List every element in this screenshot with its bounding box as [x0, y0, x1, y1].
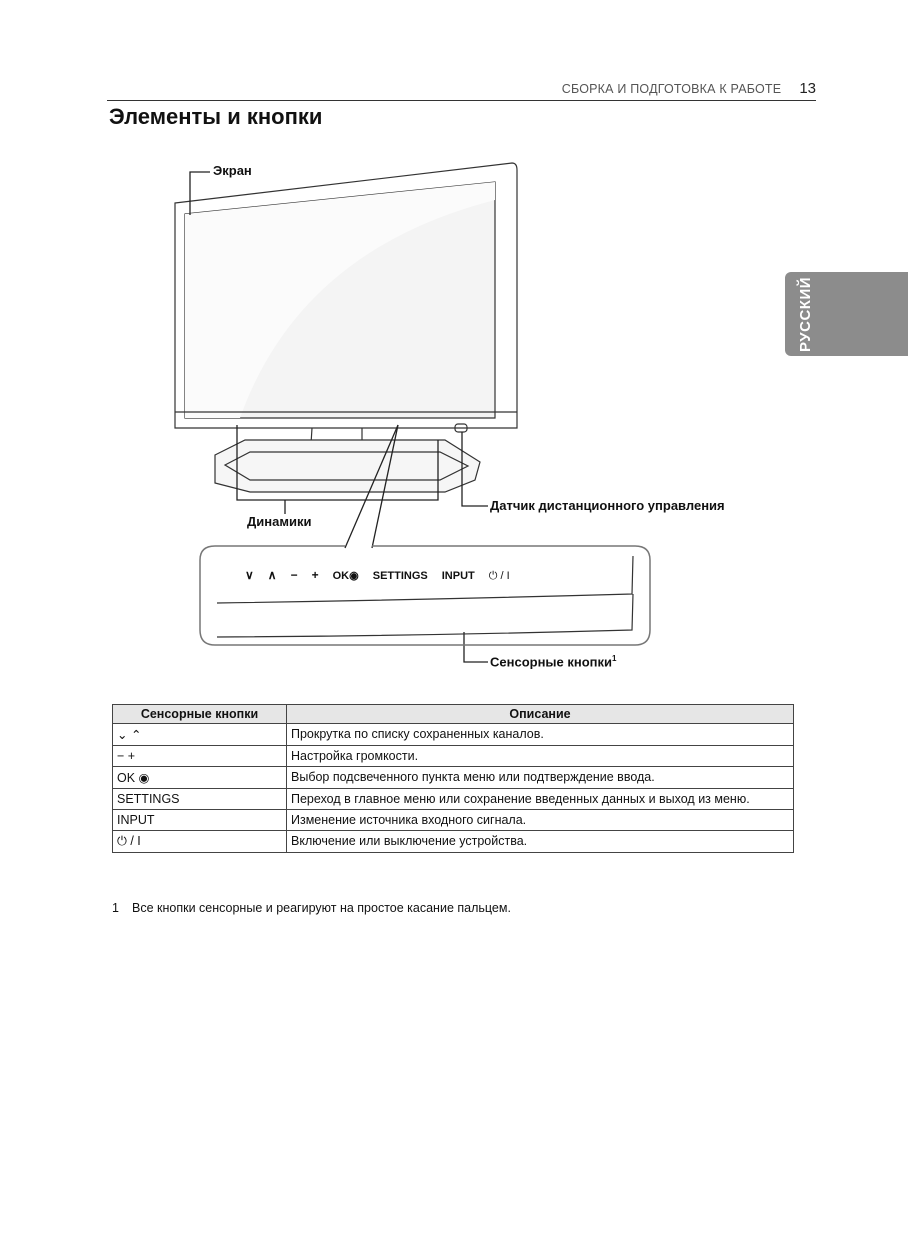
- footnote-text: Все кнопки сенсорные и реагируют на простое касание пальцем.: [132, 901, 511, 915]
- description-cell: Выбор подсвеченного пункта меню или подтверждение ввода.: [287, 767, 794, 789]
- button-cell: OK ◉: [113, 767, 287, 789]
- description-cell: Изменение источника входного сигнала.: [287, 810, 794, 831]
- table-row: [113, 810, 794, 831]
- column-header: Сенсорные кнопки: [113, 705, 287, 724]
- table-header-row: [113, 705, 794, 724]
- description-cell: Прокрутка по списку сохраненных каналов.: [287, 724, 794, 746]
- touch-panel-buttons: [245, 568, 510, 583]
- tv-illustration: [175, 163, 517, 492]
- panel-button-up: ∧: [267, 568, 277, 582]
- section-header: СБОРКА И ПОДГОТОВКА К РАБОТЕ: [561, 82, 782, 96]
- speakers-label: Динамики: [247, 514, 312, 529]
- panel-button-ok: OK◉: [332, 570, 359, 582]
- table-row: [113, 789, 794, 810]
- panel-button-input: INPUT: [441, 570, 475, 582]
- button-cell: ⏻ / I: [113, 831, 287, 853]
- table-row: [113, 746, 794, 767]
- table-row: [113, 724, 794, 746]
- description-cell: Настройка громкости.: [287, 746, 794, 767]
- panel-button-settings: SETTINGS: [372, 570, 428, 582]
- buttons-table: [112, 704, 794, 853]
- footnote-ref: 1: [612, 654, 617, 663]
- table-row: [113, 831, 794, 853]
- column-header: Описание: [287, 705, 794, 724]
- table-row: [113, 767, 794, 789]
- screen-label: Экран: [213, 163, 252, 178]
- panel-button-down: ∨: [245, 568, 254, 582]
- remote-sensor-label: Датчик дистанционного управления: [490, 498, 725, 513]
- description-cell: Включение или выключение устройства.: [287, 831, 794, 853]
- panel-button-plus: +: [311, 568, 319, 582]
- touch-buttons-label-text: Сенсорные кнопки: [490, 654, 613, 670]
- language-tab-label: РУССКИЙ: [797, 276, 814, 352]
- button-cell: SETTINGS: [113, 789, 287, 810]
- button-cell: ⌄ ⌃: [113, 724, 287, 746]
- button-cell: INPUT: [113, 810, 287, 831]
- footnote: [112, 901, 511, 915]
- panel-button-power: ⏻ / I: [488, 570, 510, 582]
- description-cell: Переход в главное меню или сохранение введенных данных и выход из меню.: [287, 789, 794, 810]
- button-cell: − +: [113, 746, 287, 767]
- footnote-number: 1: [112, 901, 119, 915]
- panel-button-minus: −: [290, 568, 298, 582]
- page-title: Элементы и кнопки: [109, 104, 323, 129]
- touch-buttons-label: [490, 654, 616, 669]
- page-number: 13: [799, 80, 816, 97]
- touch-panel-zoom: [200, 546, 650, 645]
